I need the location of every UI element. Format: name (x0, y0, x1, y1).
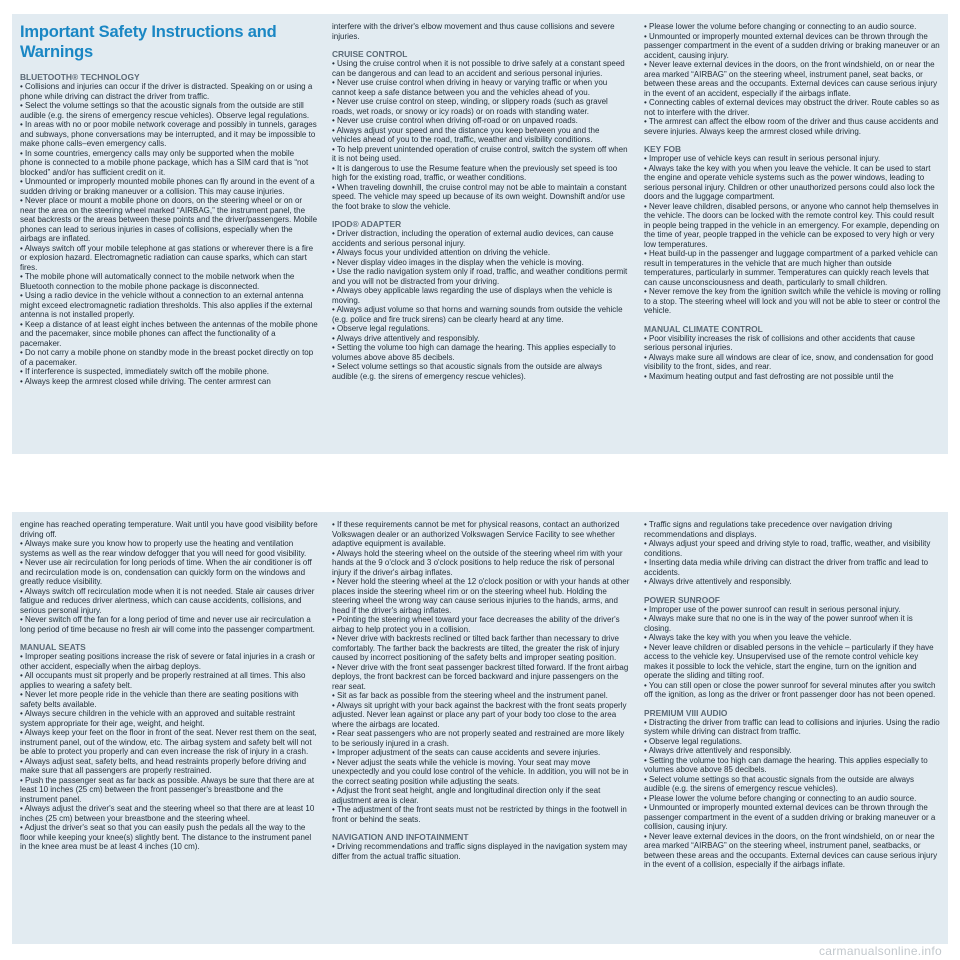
column-lead-text: • Please lower the volume before changing or connecting to an audio source. (644, 22, 917, 31)
bullet-item: • Poor visibility increases the risk of collisions and other accidents that cause serious personal injuries. (644, 333, 915, 352)
bullet-item: • Observe legal regulations. (332, 324, 430, 333)
bullet-item: • Never use cruise control when driving off-road or on unpaved roads. (332, 116, 578, 125)
section-heading: MANUAL SEATS (20, 642, 86, 652)
bottom-column-3 (644, 520, 942, 938)
section-heading: POWER SUNROOF (644, 594, 720, 605)
bullet-item: • Select volume settings so that acoustic signals from the outside are always audible (e.g. the sirens of emergency rescue vehicles). (332, 362, 603, 381)
bullet-item: • Select the volume settings so that the acoustic signals from the outside are still audible (e.g. the sirens of emergency rescue vehicles). Observe legal regulations. (20, 101, 310, 120)
column-lead-text: • Never hold the steering wheel at the 12 o'clock position or with your hands at other places inside the steering wheel rim or on the steering wheel hub. Holding the steering wheel the wrong way can cause serious injuries to the hands, arms, and head if the driver's airbag inflates. (332, 577, 630, 615)
bullet-item: • Always take the key with you when you leave the vehicle. (644, 633, 852, 642)
bullet-item: • Use the radio navigation system only if road, traffic, and weather conditions permit and you will not be distracted from your driving. (332, 267, 628, 286)
bullet-item: • Always adjust seat, safety belts, and head restraints properly before driving and make sure that all passengers are properly restrained. (20, 756, 307, 775)
watermark: carmanualsonline.info (818, 944, 942, 958)
section (332, 832, 630, 861)
section-heading: MANUAL CLIMATE CONTROL (644, 323, 763, 334)
column-lead-text: • Pointing the steering wheel toward your face decreases the ability of the driver's airbag to help protect you in a collision. (332, 615, 620, 634)
bullet-item: • Setting the volume too high can damage the hearing. This applies especially to volumes above above 85 decibels. (332, 343, 616, 362)
bullet-item: • Using a radio device in the vehicle without a connection to an external antenna might exceed electromagnetic radiation thresholds. This also applies if the external antenna is not installed properly. (20, 291, 313, 319)
bullet-item: • It is dangerous to use the Resume feature when the previously set speed is too high for the existing road, traffic, or weather conditions. (332, 163, 618, 182)
column-lead-text: • Always adjust your speed and driving style to road, traffic, weather, and visibility conditions. (644, 539, 931, 558)
bullet-item: • Driver distraction, including the operation of external audio devices, can cause accidents and serious personal injury. (332, 229, 614, 248)
bullet-item: • Push the passenger seat as far back as possible. Always be sure that there are at least 10 inches (25 cm) between the front passenger's breastbone and the instrument panel. (20, 775, 315, 804)
bullet-item: • To help prevent unintended operation of cruise control, switch the system off when it is not being used. (332, 144, 628, 163)
column-lead-text: • Never leave external devices in the doors, on the front windshield, on or near the area marked “AIRBAG” on the steering wheel, instrument panel, seat backs, or between these areas and the occupants. External devices can cause serious injury in the event of an accident, especially if the airbags inflate. (644, 60, 938, 98)
bullet-item: • Always obey applicable laws regarding the use of displays when the vehicle is moving. (332, 286, 613, 305)
column-lead-text: • Improper adjustment of the seats can cause accidents and severe injuries. (332, 748, 601, 757)
lead-spacer (644, 587, 942, 595)
bullet-item: • Unmounted or improperly mounted external devices can be thrown through the passenger compartment in the event of a sudden driving or braking maneuver or a collision, causing injury. (644, 803, 936, 831)
column-lead-text: • Always sit upright with your back against the backrest with the front seats properly adjusted. Never lean against or place any part of your body too close to the area where the airbags are located. (332, 700, 627, 729)
section (20, 72, 318, 386)
section (644, 324, 942, 382)
bullet-item: • Improper seating positions increase the risk of severe or fatal injuries in a crash or other accident, especially when the airbag deploys. (20, 652, 315, 671)
bullet-item: • Always adjust the driver's seat and the steering wheel so that there are at least 10 inches (25 cm) between your breastbone and the steering wheel. (20, 804, 315, 823)
section-heading: KEY FOB (644, 144, 682, 154)
bullet-item: • Always drive attentively and responsibly. (332, 333, 480, 343)
bullet-item: • Never let more people ride in the vehicle than there are seating positions with safety belts available. (20, 690, 299, 709)
column-lead-text: • Never switch off the fan for a long period of time and never use air recirculation a long period of time because no fresh air will come into the passenger compartment. (20, 615, 315, 634)
bottom-column-2 (332, 520, 630, 938)
section (644, 144, 942, 316)
column-lead-text: • Inserting data media while driving can distract the driver from traffic and lead to accidents. (644, 558, 929, 577)
column-lead-text: • Always switch off recirculation mode when it is not needed. Stale air causes driver fatigue and reduces driver alertness, which can cause accidents, collisions, and serious personal injury. (20, 586, 315, 615)
lead-spacer (332, 824, 630, 832)
section-heading: PREMIUM VIII AUDIO (644, 707, 728, 718)
section (20, 642, 318, 852)
bullet-item: • The mobile phone will automatically connect to the mobile network when the Bluetooth connection to the mobile phone package is disconnected. (20, 272, 295, 291)
bullet-item: • Always make sure all windows are clear of ice, snow, and condensation for good visibility to the front, sides, and rear. (644, 352, 934, 371)
lead-spacer (332, 41, 630, 49)
column-lead-text: • Never adjust the seats while the vehicle is moving. Your seat may move unexpectedly and you could lose control of the vehicle. In addition, you will not be in the correct seating position while adjusting the seats. (332, 757, 629, 786)
column-lead-text: • Sit as far back as possible from the steering wheel and the instrument panel. (332, 691, 608, 700)
bullet-item: • Never place or mount a mobile phone on doors, on the steering wheel or on or near the area on the steering wheel marked “AIRBAG,” the instrument panel, the seat backrests or the areas between these points and the driver/passengers. Mobile phones can lead to serious injuries in cases of collisions, especially when the airbags are inflated. (20, 196, 318, 243)
bullet-item: • Always take the key with you when you leave the vehicle. It can be used to start the engine and operate vehicle systems such as the power windows, leading to serious personal injury. Children or other unauthorized persons could also lock the doors and the luggage compartment. (644, 163, 935, 201)
section (332, 219, 630, 381)
bullet-item: • Always make sure that no one is in the way of the power sunroof when it is closing. (644, 614, 913, 633)
column-lead-text: • Never use air recirculation for long periods of time. When the air conditioner is off and recirculation mode is on, condensation can quickly form on the windows and greatly reduce visibility. (20, 558, 312, 586)
top-column-1 (20, 22, 318, 448)
bullet-item: • Select volume settings so that acoustic signals from the outside are always audible (e.g. the sirens of emergency rescue vehicles). (644, 774, 915, 793)
bullet-item: • Never leave children or disabled persons in the vehicle – particularly if they have access to the vehicle key. Unsupervised use of the remote control vehicle key makes it possible to lock the vehicle, start the engine, turn on the ignition and operate the sliding and tilting roof. (644, 642, 934, 680)
top-panel (12, 14, 948, 454)
bullet-item: • All occupants must sit properly and be properly restrained at all times. This also applies to wearing a safety belt. (20, 671, 306, 690)
bullet-item: • Improper use of vehicle keys can result in serious personal injury. (644, 154, 881, 163)
bullet-item: • Always secure children in the vehicle with an approved and suitable restraint system appropriate for their age, weight, and height. (20, 709, 295, 728)
column-lead-text: • The armrest can affect the elbow room of the driver and thus cause accidents and severe injuries. Always keep the armrest closed while driving. (644, 117, 939, 136)
bullet-item: • Always keep your feet on the floor in front of the seat. Never rest them on the seat, instrument panel, out of the window, etc. The airbag system and safety belt will not be able to protect you properly and can even increase the risk of injury in a crash. (20, 728, 317, 756)
section-heading: BLUETOOTH® TECHNOLOGY (20, 72, 140, 82)
bullet-item: • You can still open or close the power sunroof for several minutes after you switch off the ignition, as long as the driver or front passenger door has not been opened. (644, 680, 936, 699)
bullet-item: • Never remove the key from the ignition switch while the vehicle is moving or rolling to a stop. The steering wheel will lock and you will not be able to steer or control the vehicle. (644, 287, 941, 315)
column-lead-text: • Rear seat passengers who are not properly seated and restrained are more likely to be seriously injured in a crash. (332, 729, 625, 748)
bullet-item: • Adjust the driver's seat so that you can easily push the pedals all the way to the floor while keeping your knee(s) slightly bent. The distance to the instrument panel in the knee area must be at least 4 inches (10 cm). (20, 823, 312, 851)
bottom-column-1 (20, 520, 318, 938)
bullet-item: • Setting the volume too high can damage the hearing. This applies especially to volumes above above 85 decibels. (644, 755, 928, 774)
bullet-item: • Never display video images in the display when the vehicle is moving. (332, 257, 584, 267)
top-column-2 (332, 22, 630, 448)
column-lead-text: interfere with the driver's elbow movement and thus cause collisions and severe injuries. (332, 22, 615, 41)
section-heading: CRUISE CONTROL (332, 49, 408, 59)
section-heading: IPOD® ADAPTER (332, 219, 402, 229)
bullet-item: • Never use cruise control when driving in heavy or varying traffic or when you cannot keep a safe distance between you and the vehicles ahead of you. (332, 78, 608, 97)
column-lead-text: • Connecting cables of external devices may obstruct the driver. Route cables so as not to interfere with the driver. (644, 98, 940, 117)
lead-spacer (644, 136, 942, 144)
column-lead-text: • Always drive attentively and responsibly. (644, 577, 792, 586)
bullet-item: • Improper use of the power sunroof can result in serious personal injury. (644, 604, 901, 614)
bullet-item: • Always focus your undivided attention on driving the vehicle. (332, 248, 551, 257)
column-lead-text: • Never drive with backrests reclined or tilted back farther than necessary to drive comfortably. The farther back the backrests are tilted, the greater the risk of injury caused by incorrect positioning of the safety belts and improper seating position. (332, 634, 620, 662)
bullet-item: • Heat build-up in the passenger and luggage compartment of a parked vehicle can result in temperatures in the vehicle that are much higher than outside temperatures, particularly in summer. Temperatures can quickly reach levels that can cause unconsciousness and death, particularly to small children. (644, 249, 938, 287)
lead-spacer (20, 634, 318, 642)
column-lead-text: • Never drive with the front seat passenger backrest tilted forward. If the front airbag deploys, the front backrest can be forced backward and injure passengers on the rear seat. (332, 662, 629, 691)
bullet-item: • Distracting the driver from traffic can lead to collisions and injuries. Using the radio system while driving can distract from traffic. (644, 717, 940, 736)
section (644, 708, 942, 870)
bullet-item: • Never use cruise control on steep, winding, or slippery roads (such as gravel roads, wet roads, or snowy or icy roads) or on roads with standing water. (332, 97, 608, 116)
column-lead-text: • Always hold the steering wheel on the outside of the steering wheel rim with your hands at the 9 o'clock and 3 o'clock positions to help reduce the risk of personal injury if the driver's airbag inflates. (332, 548, 623, 577)
bullet-item: • Please lower the volume before changing or connecting to an audio source. (644, 793, 917, 803)
column-lead-text: • If these requirements cannot be met for physical reasons, contact an authorized Volkswagen dealer or an authorized Volkswagen Service Facility to see whether adaptive equipment is available. (332, 520, 620, 548)
column-lead-text: • Adjust the front seat height, angle and longitudinal direction only if the seat adjustment area is clear. (332, 786, 601, 805)
bullet-item: • Always keep the armrest closed while driving. The center armrest can (20, 376, 271, 386)
bullet-item: • Unmounted or improperly mounted mobile phones can fly around in the event of a sudden driving or braking maneuver or a collision. This may cause injuries. (20, 177, 315, 196)
bullet-item: • Always switch off your mobile telephone at gas stations or wherever there is a fire or explosion hazard. Electromagnetic radiation can cause sparks, which can start fires. (20, 243, 314, 272)
column-lead-text: • Traffic signs and regulations take precedence over navigation driving recommendations and displays. (644, 520, 893, 539)
column-lead-text: engine has reached operating temperature. Wait until you have good visibility before driving off. (20, 520, 318, 539)
bullet-item: • Never leave children, disabled persons, or anyone who cannot help themselves in the vehicle. The doors can be locked with the remote control key. This could result in people being trapped in the vehicle in an emergency. For example, depending on the time of year, people trapped in the vehicle can be exposed to very high or very low temperatures. (644, 201, 940, 249)
bullet-item: • Always adjust volume so that horns and warning sounds from outside the vehicle (e.g. police and fire truck sirens) can be clearly heard at any time. (332, 305, 623, 324)
section (332, 49, 630, 211)
bullet-item: • Do not carry a mobile phone on standby mode in the breast pocket directly on top of a pacemaker. (20, 348, 314, 367)
bullet-item: • In areas with no or poor mobile network coverage and possibly in tunnels, garages and subways, phone conversations may be interrupted, and it may be impossible to make phone calls–even emergency calls. (20, 120, 317, 148)
column-lead-text: • Unmounted or improperly mounted external devices can be thrown through the passenger compartment in the event of a sudden driving or braking maneuver or an accident, causing injury. (644, 31, 940, 60)
bullet-item: • Keep a distance of at least eight inches between the antennas of the mobile phone and the pacemaker, since mobile phones can affect the functionality of a pacemaker. (20, 319, 318, 348)
bullet-item: • Using the cruise control when it is not possible to drive safely at a constant speed can be dangerous and can lead to an accident and serious personal injuries. (332, 59, 625, 78)
bullet-item: • Driving recommendations and traffic signs displayed in the navigation system may differ from the actual traffic situation. (332, 842, 628, 861)
bullet-item: • In some countries, emergency calls may only be supported when the mobile phone is connected to a mobile phone package, which has a SIM card that is “not blocked” and/or has sufficient credit on it. (20, 148, 309, 177)
top-column-3 (644, 22, 942, 448)
bottom-panel (12, 512, 948, 944)
bullet-item: • Never leave external devices in the doors, on the front windshield, on or near the area marked “AIRBAG” on the steering wheel, instrument panel, seatbacks, or between these areas and the occupants. External devices can cause serious injury in the event of a collision, especially if the airbags inflate. (644, 831, 938, 869)
bullet-item: • If interference is suspected, immediately switch off the mobile phone. (20, 367, 269, 376)
section (644, 595, 942, 700)
bullet-item: • Always adjust your speed and the distance you keep between you and the vehicles ahead of you to the road, traffic, weather and visibility conditions. (332, 125, 600, 144)
bullet-item: • Observe legal regulations. (644, 736, 742, 746)
column-lead-text: • Always make sure you know how to properly use the heating and ventilation systems as well as the rear window defogger that you will need for good visibility. (20, 539, 307, 558)
column-lead-text: • The adjustment of the front seats must not be restricted by things in the footwell in front or behind the seats. (332, 805, 627, 824)
bullet-item: • When traveling downhill, the cruise control may not be able to maintain a constant speed. The vehicle may speed up because of its own weight. Downshift and/or use the foot brake to slow the vehicle. (332, 182, 627, 211)
bullet-item: • Maximum heating output and fast defrosting are not possible until the (644, 371, 894, 381)
bullet-item: • Collisions and injuries can occur if the driver is distracted. Speaking on or using a phone while driving can distract the driver from traffic. (20, 82, 313, 101)
section-heading: NAVIGATION AND INFOTAINMENT (332, 832, 469, 842)
bullet-item: • Always drive attentively and responsibly. (644, 746, 792, 755)
page-title: Important Safety Instructions and Warnings (20, 23, 277, 61)
